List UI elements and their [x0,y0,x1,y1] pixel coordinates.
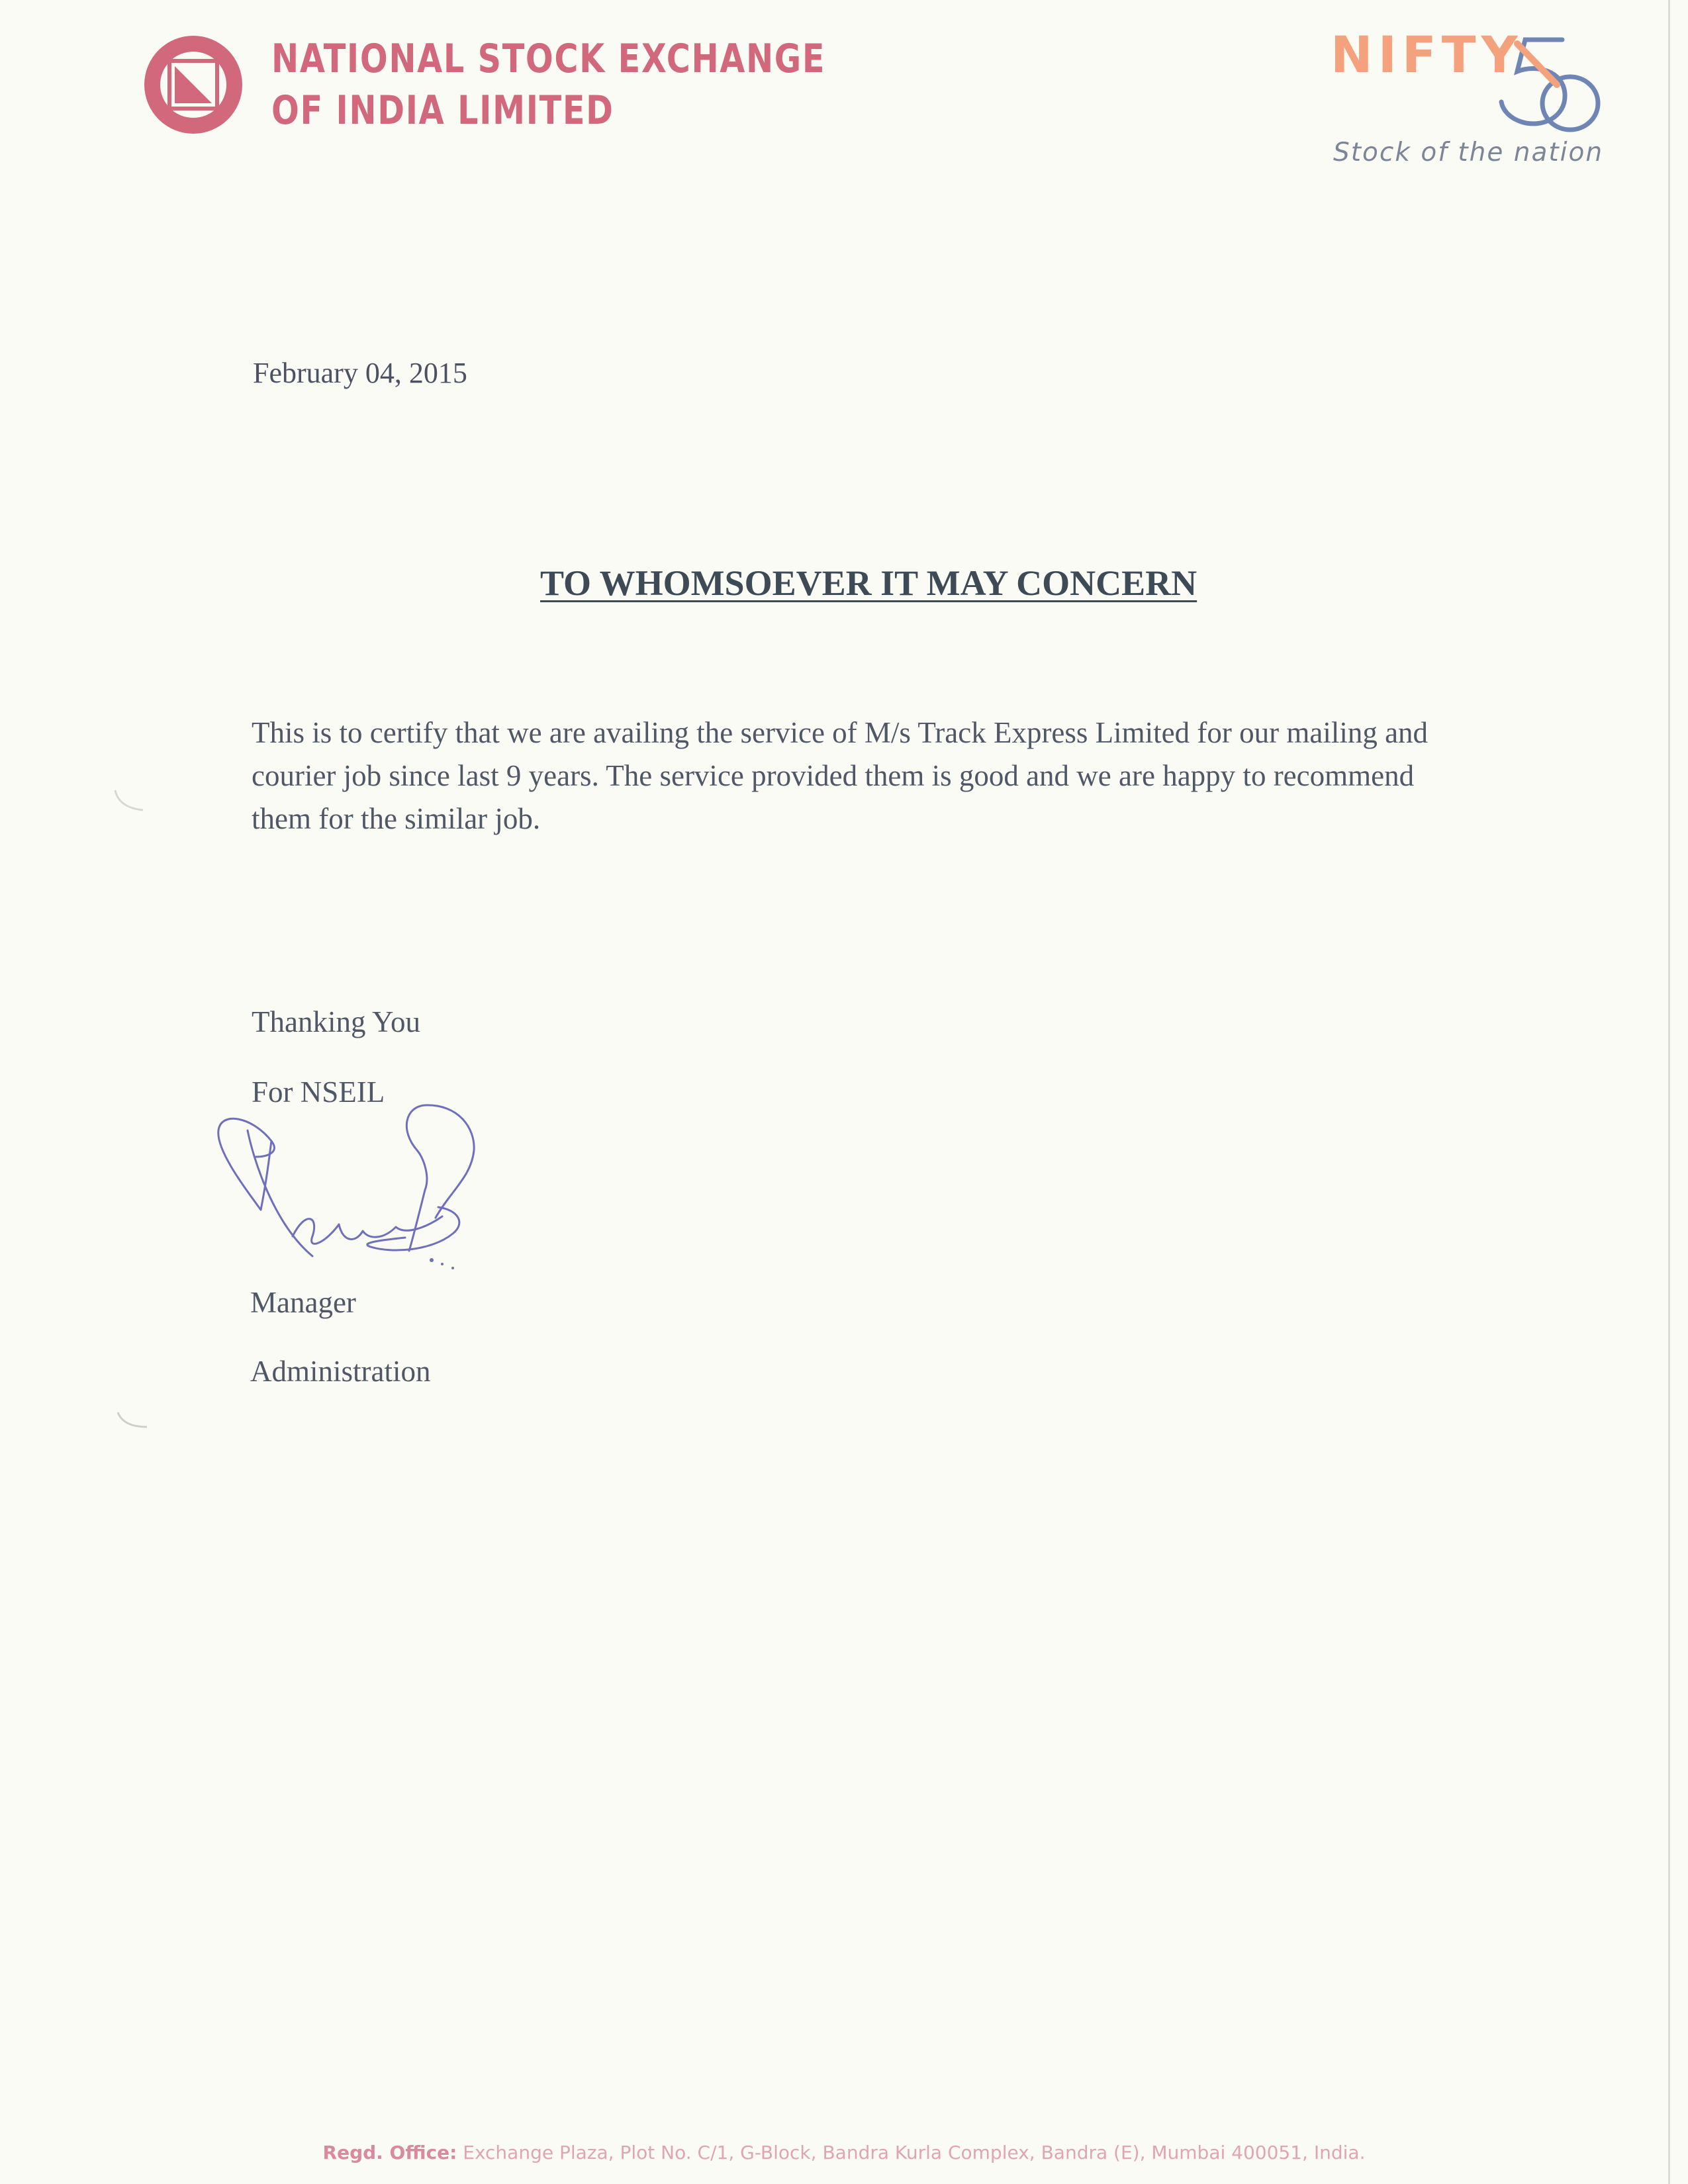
footer-registered-office [0,2142,1688,2163]
signatory-organization: For NSEIL [252,1075,385,1109]
nifty-wordmark: NIFTY [1331,25,1523,84]
handwritten-signature [207,1077,551,1296]
footer-contact-line [0,2172,1688,2184]
letter-heading: TO WHOMSOEVER IT MAY CONCERN [540,563,1197,603]
organization-name [271,33,825,136]
footer-regd-address: Exchange Plaza, Plot No. C/1, G-Block, Bandra Kurla Complex, Bandra (E), Mumbai 400051, India. [463,2142,1366,2163]
punch-hole-mark [114,1410,154,1436]
letter-closing: Thanking You [252,1005,421,1038]
scan-edge [1668,0,1670,2184]
letter-date: February 04, 2015 [253,357,467,389]
organization-name-line2: OF INDIA LIMITED [271,87,614,134]
letter-body: This is to certify that we are availing the service of M/s Track Express Limited for our mailing and courier job since last 9 years. The service provided them is good and we are happy to recommend them for the similar job. [252,716,1429,835]
punch-hole-mark [111,788,151,814]
signatory-department: Administration [250,1355,431,1388]
footer-regd-label: Regd. Office: [322,2142,457,2163]
nse-logo [140,32,246,138]
nifty-50-logo [1477,25,1603,138]
signatory-designation: Manager [250,1286,356,1319]
organization-name-line1: NATIONAL STOCK EXCHANGE [271,36,826,82]
nifty-tagline: Stock of the nation [1333,138,1604,167]
